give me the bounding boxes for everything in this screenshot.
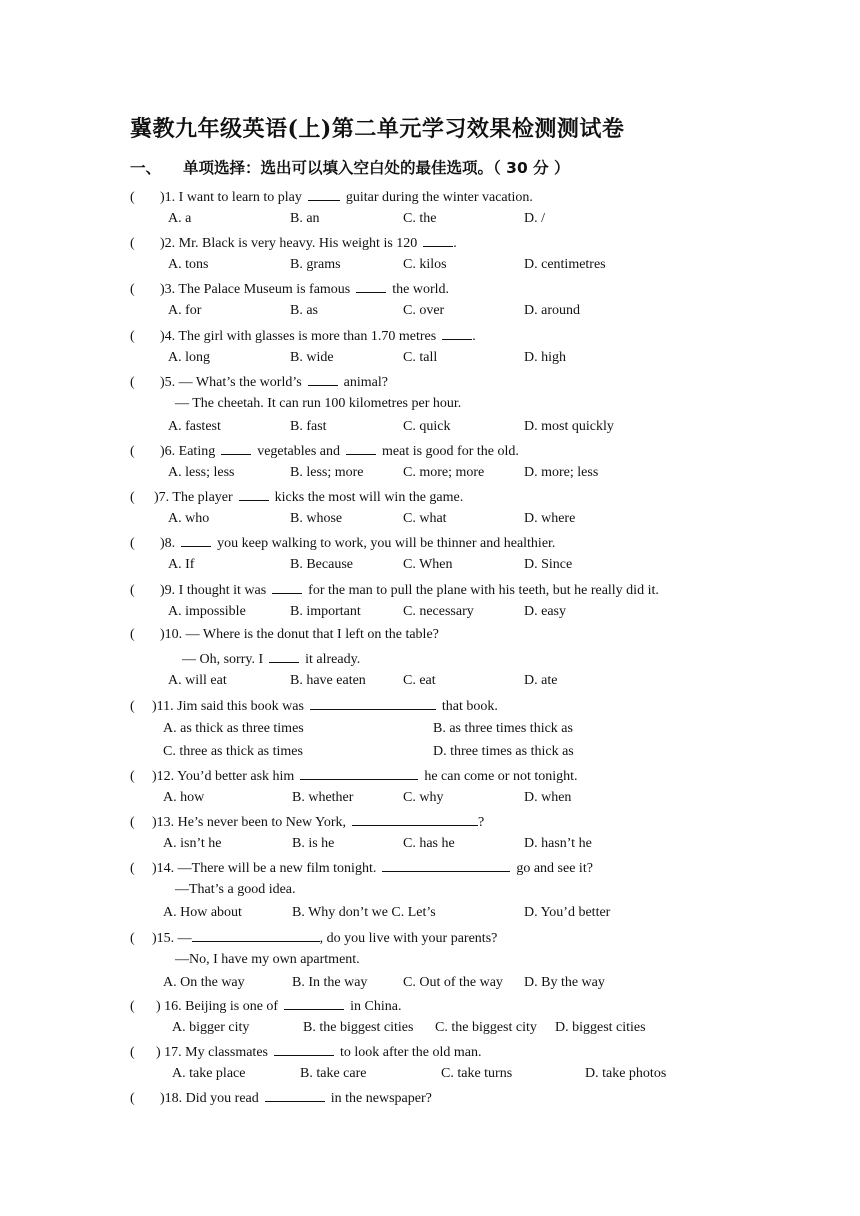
question-8: ( )8. you keep walking to work, you will be thinner and healthier.: [130, 533, 555, 553]
option-c: C. over: [403, 303, 445, 318]
option-b: B. take care: [300, 1066, 367, 1081]
option-b: B. grams: [290, 257, 341, 272]
question-text: it already.: [305, 652, 361, 667]
option-c: C. Out of the way: [403, 975, 503, 990]
option-c: C. tall: [403, 350, 438, 365]
option-d: D. most quickly: [524, 419, 614, 434]
question-text: go and see it?: [516, 861, 593, 876]
option-b: B. whose: [290, 511, 343, 526]
option-a: A. will eat: [168, 673, 227, 688]
question-text: )4. The girl with glasses is more than 1.70 metres: [160, 329, 437, 344]
option-b: B. In the way: [292, 975, 368, 990]
option-b: B. less; more: [290, 465, 364, 480]
option-c: C. three as thick as times: [163, 744, 303, 759]
section-heading: [130, 156, 570, 178]
question-text: )5. — What’s the world’s: [160, 375, 302, 390]
answer-blank: [192, 928, 320, 942]
option-d: D. three times as thick as: [433, 744, 574, 759]
question-5-answer-line: — The cheetah. It can run 100 kilometres per hour.: [175, 396, 462, 411]
option-c: C. the: [403, 211, 437, 226]
question-text: animal?: [343, 375, 388, 390]
option-d: D. You’d better: [524, 905, 611, 920]
question-10: ( )10. — Where is the donut that I left on the table?: [130, 627, 439, 642]
option-a: A. How about: [163, 905, 242, 920]
option-b: B. as three times thick as: [433, 721, 573, 736]
question-text: )8.: [160, 536, 176, 551]
option-d: D. By the way: [524, 975, 605, 990]
question-text: )15. —: [152, 931, 192, 946]
option-d: D. ate: [524, 673, 558, 688]
answer-blank: [423, 233, 453, 247]
question-text: .: [472, 329, 476, 344]
answer-blank: [308, 372, 338, 386]
question-text: .: [453, 236, 457, 251]
option-b: B. have eaten: [290, 673, 366, 688]
option-d: D. take photos: [585, 1066, 667, 1081]
question-text: )3. The Palace Museum is famous: [160, 282, 351, 297]
option-b: B. an: [290, 211, 320, 226]
option-d: D. easy: [524, 604, 566, 619]
question-text: )10. — Where is the donut that I left on the table?: [160, 627, 439, 642]
option-d: D. when: [524, 790, 572, 805]
answer-blank: [352, 812, 478, 826]
answer-blank: [300, 766, 418, 780]
option-a: A. for: [168, 303, 202, 318]
option-b: B. Because: [290, 557, 353, 572]
option-a: A. take place: [172, 1066, 246, 1081]
option-c: C. the biggest city: [435, 1020, 537, 1035]
option-d: D. more; less: [524, 465, 599, 480]
option-a: A. who: [168, 511, 210, 526]
option-b: B. important: [290, 604, 361, 619]
option-a: A. how: [163, 790, 205, 805]
question-10-answer-line: [182, 649, 360, 669]
option-a: A. On the way: [163, 975, 245, 990]
option-b: B. the biggest cities: [303, 1020, 414, 1035]
option-a: A. isn’t he: [163, 836, 222, 851]
question-2: ( )2. Mr. Black is very heavy. His weight is 120 .: [130, 233, 457, 253]
question-text: )9. I thought it was: [160, 583, 267, 598]
option-c: C. has he: [403, 836, 455, 851]
exam-title: 冀教九年级英语(上)第二单元学习效果检测测试卷: [130, 116, 625, 142]
question-16: ( ) 16. Beijing is one of in China.: [130, 996, 401, 1016]
option-b: B. wide: [290, 350, 334, 365]
question-text: )6. Eating: [160, 444, 216, 459]
question-text: meat is good for the old.: [382, 444, 519, 459]
option-a: A. tons: [168, 257, 209, 272]
answer-blank: [346, 441, 376, 455]
option-c: C. necessary: [403, 604, 474, 619]
question-text: )2. Mr. Black is very heavy. His weight is 120: [160, 236, 418, 251]
answer-blank: [274, 1042, 334, 1056]
question-17: ( ) 17. My classmates to look after the old man.: [130, 1042, 482, 1062]
question-text: )11. Jim said this book was: [152, 699, 304, 714]
answer-blank: [356, 279, 386, 293]
answer-blank: [310, 696, 436, 710]
answer-blank: [221, 441, 251, 455]
option-b: B. fast: [290, 419, 327, 434]
question-text: )18. Did you read: [160, 1091, 259, 1106]
question-text: the world.: [392, 282, 450, 297]
option-a: A. bigger city: [172, 1020, 250, 1035]
answer-blank: [308, 187, 340, 201]
option-b: B. as: [290, 303, 318, 318]
answer-blank: [272, 580, 302, 594]
answer-blank: [442, 326, 472, 340]
question-text: guitar during the winter vacation.: [345, 190, 533, 205]
option-b: B. whether: [292, 790, 354, 805]
option-d: D. where: [524, 511, 576, 526]
option-d: D. /: [524, 211, 545, 226]
option-a: A. as thick as three times: [163, 721, 304, 736]
question-text: that book.: [441, 699, 498, 714]
question-text: in China.: [350, 999, 402, 1014]
answer-blank: [265, 1088, 325, 1102]
question-9: ( )9. I thought it was for the man to pull the plane with his teeth, but he really did it.: [130, 580, 659, 600]
question-3: ( )3. The Palace Museum is famous the world.: [130, 279, 449, 299]
option-c: C. why: [403, 790, 444, 805]
section-number: 一、: [130, 159, 162, 177]
option-d: D. centimetres: [524, 257, 606, 272]
question-text: for the man to pull the plane with his teeth, but he really did it.: [308, 583, 659, 598]
question-6: ( )6. Eating vegetables and meat is good for the old.: [130, 441, 519, 461]
question-text: you keep walking to work, you will be thinner and healthier.: [217, 536, 556, 551]
question-5: ( )5. — What’s the world’s animal?: [130, 372, 388, 392]
question-12: ( )12. You’d better ask him he can come or not tonight.: [130, 766, 578, 786]
question-text: )7. The player: [154, 490, 233, 505]
section-instruction: 单项选择：选出可以填入空白处的最佳选项。（ 30 分 ）: [183, 159, 570, 177]
question-7: ( )7. The player kicks the most will win the game.: [130, 487, 463, 507]
question-4: ( )4. The girl with glasses is more than 1.70 metres .: [130, 326, 476, 346]
question-18: ( )18. Did you read in the newspaper?: [130, 1088, 432, 1108]
question-14-answer-line: —That’s a good idea.: [175, 882, 296, 897]
question-text: to look after the old man.: [339, 1045, 482, 1060]
question-1: ( )1. I want to learn to play guitar during the winter vacation.: [130, 187, 533, 207]
question-15-answer-line: —No, I have my own apartment.: [175, 952, 360, 967]
question-13: ( )13. He’s never been to New York, ?: [130, 812, 484, 832]
option-d: D. biggest cities: [555, 1020, 646, 1035]
option-c: C. When: [403, 557, 453, 572]
option-a: A. a: [168, 211, 192, 226]
answer-blank: [181, 533, 211, 547]
option-a: A. less; less: [168, 465, 235, 480]
question-text: ) 17. My classmates: [156, 1045, 268, 1060]
option-b: B. is he: [292, 836, 335, 851]
answer-blank: [284, 996, 344, 1010]
question-text: kicks the most will win the game.: [274, 490, 464, 505]
option-c: C. eat: [403, 673, 436, 688]
answer-blank: [239, 487, 269, 501]
question-text: he can come or not tonight.: [424, 769, 578, 784]
option-a: A. long: [168, 350, 210, 365]
option-a: A. fastest: [168, 419, 221, 434]
option-c: C. what: [403, 511, 447, 526]
question-text: ) 16. Beijing is one of: [156, 999, 279, 1014]
option-d: D. hasn’t he: [524, 836, 592, 851]
question-text: , do you live with your parents?: [319, 931, 498, 946]
question-15: ( )15. — , do you live with your parents?: [130, 928, 497, 948]
option-d: D. around: [524, 303, 580, 318]
option-a: A. If: [168, 557, 195, 572]
question-11: ( )11. Jim said this book was that book.: [130, 696, 498, 716]
option-d: D. high: [524, 350, 566, 365]
option-c: C. kilos: [403, 257, 447, 272]
question-text: )13. He’s never been to New York,: [152, 815, 347, 830]
option-c: C. take turns: [441, 1066, 513, 1081]
question-text: )12. You’d better ask him: [152, 769, 295, 784]
question-text: in the newspaper?: [330, 1091, 432, 1106]
answer-blank: [269, 649, 299, 663]
question-text: )14. —There will be a new film tonight.: [152, 861, 377, 876]
question-text: vegetables and: [257, 444, 341, 459]
option-a: A. impossible: [168, 604, 246, 619]
option-b: B. Why don’t we C. Let’s: [292, 905, 436, 920]
answer-blank: [382, 858, 510, 872]
option-d: D. Since: [524, 557, 573, 572]
question-text: )1. I want to learn to play: [160, 190, 302, 205]
option-c: C. quick: [403, 419, 451, 434]
question-14: ( )14. —There will be a new film tonight. go and see it?: [130, 858, 593, 878]
question-text: — Oh, sorry. I: [182, 652, 264, 667]
question-text: ?: [478, 815, 485, 830]
option-c: C. more; more: [403, 465, 485, 480]
